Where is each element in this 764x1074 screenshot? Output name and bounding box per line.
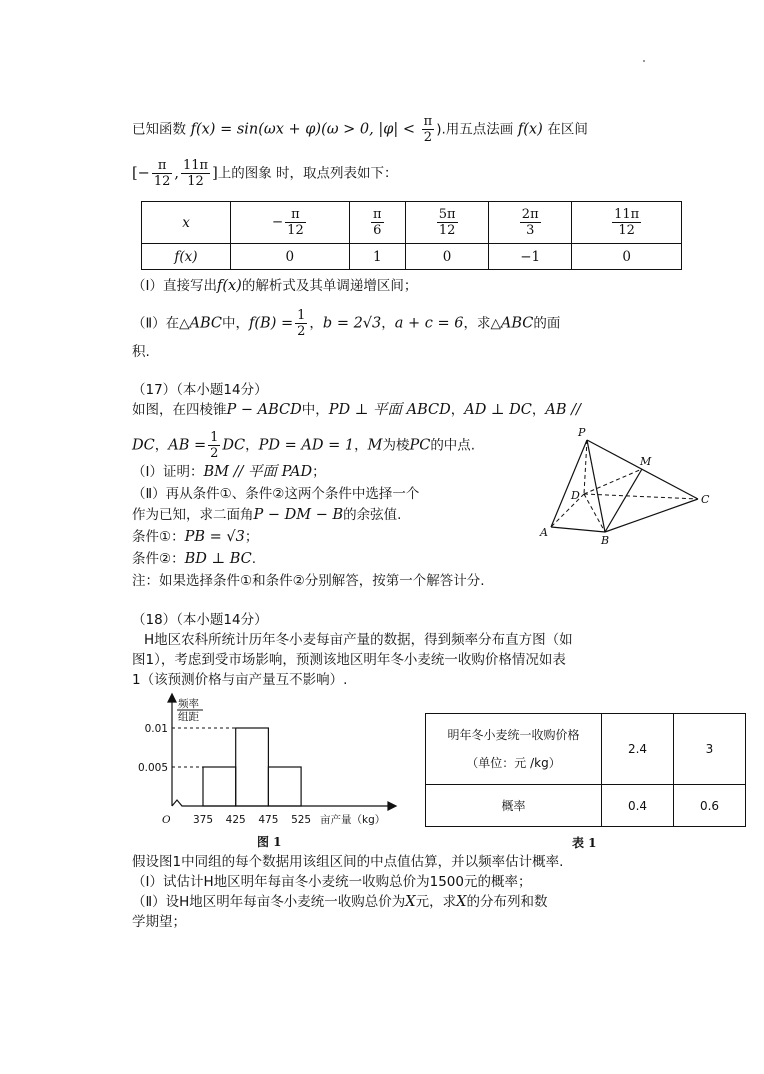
p16-part1: （Ⅰ）直接写出f(x)的解析式及其单调递增区间； xyxy=(132,278,418,294)
x-tick-label: 375 xyxy=(192,814,214,826)
frac-b: $\frac{11\pi}{12}$ xyxy=(182,158,209,189)
table-label-x: x xyxy=(142,202,231,244)
p18-header: （18）（本小题14分） xyxy=(132,612,268,628)
x-arrow xyxy=(388,802,396,810)
y-tick-label: 0.005 xyxy=(137,762,168,774)
p17-line1: 如图，在四棱锥P − ABCD中，PD ⊥ 平面 ABCD，AD ⊥ DC，AB // xyxy=(132,402,581,418)
p18-s3: （Ⅱ）设H地区明年每亩冬小麦统一收购总价为X元，求X的分布列和数 xyxy=(132,894,548,910)
x-axis-label: 亩产量（kg） xyxy=(320,814,386,826)
frac-a: $\frac{\pi}{12}$ xyxy=(153,158,171,189)
p16-fx: f(x) xyxy=(517,121,543,138)
p16-text: ).用五点法画 xyxy=(436,121,514,138)
f-cell: 0 xyxy=(231,244,350,270)
p16-part2: （Ⅱ）在△ABC中，f(B) = $\frac{1}{2}$ ，b = 2√3，a + c = 6，求△ABC的面 xyxy=(132,308,561,339)
prob-cell: 0.6 xyxy=(674,785,746,827)
p16-text: 在区间 xyxy=(547,121,588,138)
label-M: M xyxy=(640,455,652,468)
x-cell: $\frac{2\pi}{3}$ xyxy=(489,202,572,244)
p18-s4: 学期望； xyxy=(132,914,186,930)
chart-caption: 图 1 xyxy=(257,835,282,849)
x-cell: $\frac{11\pi}{12}$ xyxy=(572,202,682,244)
label-B: B xyxy=(601,534,610,547)
interval-close: ] xyxy=(212,165,218,182)
f-cell: −1 xyxy=(489,244,572,270)
p18-text: 图1），考虑到受市场影响，预测该地区明年冬小麦统一收购价格情况如表 xyxy=(132,652,566,668)
y-tick-label: 0.01 xyxy=(144,723,168,735)
price-head: 明年冬小麦统一收购价格 （单位：元 /kg） xyxy=(426,714,602,785)
f-cell: 0 xyxy=(406,244,489,270)
table-caption: 表 1 xyxy=(572,836,597,850)
x-cell: $\frac{\pi}{6}$ xyxy=(349,202,405,244)
table-label-fx: f(x) xyxy=(142,244,231,270)
x-cell: $\frac{5\pi}{12}$ xyxy=(406,202,489,244)
interval-open: [− xyxy=(132,165,150,182)
p18-s2: （Ⅰ）试估计H地区明年每亩冬小麦统一收购总价为1500元的概率； xyxy=(132,874,532,890)
y-label-den: 组距 xyxy=(178,711,199,723)
x-tick-label: 425 xyxy=(225,814,246,826)
p18-s1: 假设图1中同组的每个数据用该组区间的中点值估算，并以频率估计概率. xyxy=(132,854,564,870)
p17-cond1: 条件①：PB = √3； xyxy=(132,529,259,545)
p18-text: H地区农科所统计历年冬小麦每亩产量的数据，得到频率分布直方图（如 xyxy=(144,632,573,648)
price-cell: 3 xyxy=(674,714,746,785)
histogram-bar xyxy=(268,767,301,806)
price-table xyxy=(425,713,746,827)
label-C: C xyxy=(701,493,710,506)
p16-text: 已知函数 xyxy=(132,121,186,138)
p16-func: f(x) = sin(ωx + φ)(ω > 0, |φ| < xyxy=(190,121,416,138)
p16-line2: [− $\frac{\pi}{12}$ , $\frac{11\pi}{12}$ ]上的图象 时，取点列表如下： xyxy=(132,158,398,189)
p17-header: （17）（本小题14分） xyxy=(132,382,268,398)
p17-q2b: 作为已知，求二面角P − DM − B的余弦值. xyxy=(132,507,402,523)
histogram-bar xyxy=(236,728,269,806)
label-D: D xyxy=(571,489,580,502)
p17-q2: （Ⅱ）再从条件①、条件②这两个条件中选择一个 xyxy=(132,486,420,502)
p16-part2-cont: 积. xyxy=(132,344,150,360)
prob-cell: 0.4 xyxy=(602,785,674,827)
p17-cond2: 条件②：BD ⊥ BC. xyxy=(132,551,257,567)
p17-line2: DC，AB = $\frac{1}{2}$ DC，PD = AD = 1，M为棱PC的中点. xyxy=(132,430,476,461)
prob-label: 概率 xyxy=(426,785,602,827)
x-tick-label: 475 xyxy=(258,814,279,826)
p17-q1: （Ⅰ）证明：BM // 平面 PAD； xyxy=(132,464,326,480)
p17-note: 注：如果选择条件①和条件②分别解答，按第一个解答计分. xyxy=(132,573,485,589)
label-A: A xyxy=(540,526,548,539)
y-arrow xyxy=(168,694,176,702)
origin-label: O xyxy=(162,814,171,826)
f-cell: 1 xyxy=(349,244,405,270)
histogram-bar xyxy=(203,767,236,806)
x-tick-label: 525 xyxy=(291,814,312,826)
price-cell: 2.4 xyxy=(602,714,674,785)
y-label-num: 频率 xyxy=(178,698,199,710)
p18-text: 1（该预测价格与亩产量互不影响）. xyxy=(132,672,348,688)
pi-over-2: $\frac{\pi}{2}$ xyxy=(423,114,433,145)
f-cell: 0 xyxy=(572,244,682,270)
x-axis xyxy=(172,800,390,806)
label-P: P xyxy=(578,426,586,439)
p16-text: 上的图象 时，取点列表如下： xyxy=(217,165,398,182)
x-cell: − $\frac{\pi}{12}$ xyxy=(231,202,350,244)
